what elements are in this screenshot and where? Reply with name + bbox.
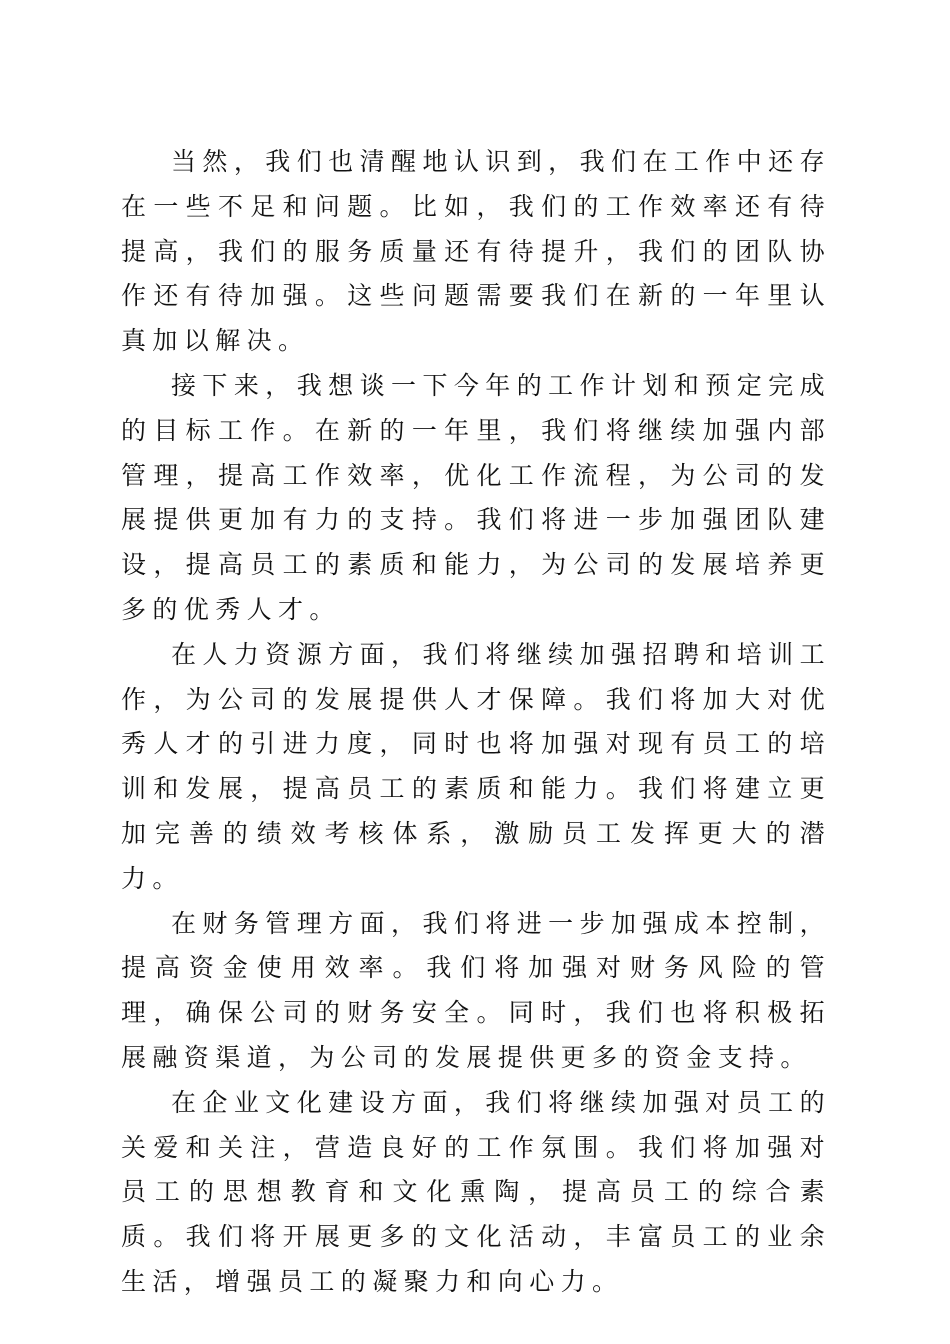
paragraph-shortcomings: 当然，我们也清醒地认识到，我们在工作中还存在一些不足和问题。比如，我们的工作效率还有待提高，我们的服务质量还有待提升，我们的团队协作还有待加强。这些问题需要我们在新的一年里认真加以解决。	[121, 147, 831, 356]
paragraph-corporate-culture: 在企业文化建设方面，我们将继续加强对员工的关爱和关注，营造良好的工作氛围。我们将加强对员工的思想教育和文化熏陶，提高员工的综合素质。我们将开展更多的文化活动，丰富员工的业余生活，增强员工的凝聚力和向心力。	[121, 1087, 831, 1296]
paragraph-financial-management: 在财务管理方面，我们将进一步加强成本控制，提高资金使用效率。我们将加强对财务风险的管理，确保公司的财务安全。同时，我们也将积极拓展融资渠道，为公司的发展提供更多的资金支持。	[121, 908, 831, 1072]
document-body	[121, 140, 831, 1305]
paragraph-human-resources: 在人力资源方面，我们将继续加强招聘和培训工作，为公司的发展提供人才保障。我们将加大对优秀人才的引进力度，同时也将加强对现有员工的培训和发展，提高员工的素质和能力。我们将建立更加完善的绩效考核体系，激励员工发挥更大的潜力。	[121, 639, 831, 893]
paragraph-work-plan: 接下来，我想谈一下今年的工作计划和预定完成的目标工作。在新的一年里，我们将继续加强内部管理，提高工作效率，优化工作流程，为公司的发展提供更加有力的支持。我们将进一步加强团队建设，提高员工的素质和能力，为公司的发展培养更多的优秀人才。	[121, 370, 831, 624]
